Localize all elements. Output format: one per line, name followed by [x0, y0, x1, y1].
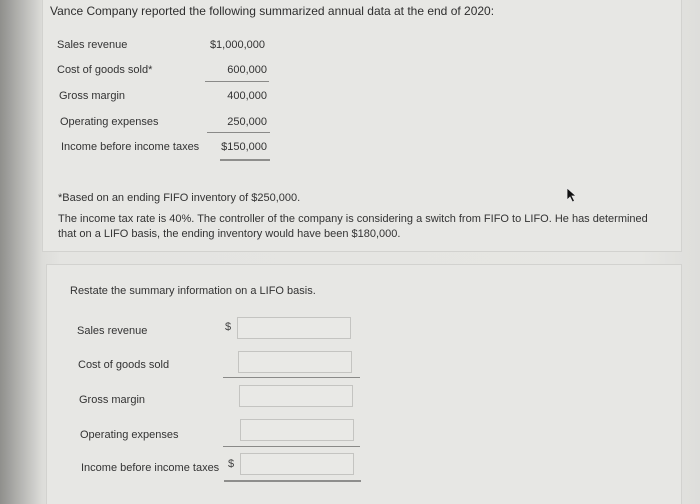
subtotal-rule — [207, 132, 270, 133]
summary-value: $150,000 — [221, 141, 267, 153]
dollar-sign: $ — [228, 458, 235, 470]
summary-value: $1,000,000 — [209, 39, 265, 51]
summary-table — [57, 0, 297, 169]
subtotal-rule — [223, 377, 360, 378]
dollar-sign: $ — [225, 321, 232, 333]
summary-label: Gross margin — [59, 90, 126, 102]
summary-label: Income before income taxes — [61, 141, 200, 153]
summary-value: 250,000 — [227, 116, 267, 128]
problem-paragraph: The income tax rate is 40%. The controller of the company is considering a switch from FIFO to LIFO. He has determined that on a LIFO basis, the ending inventory would have been $180,000. — [58, 213, 648, 240]
total-double-rule — [220, 159, 270, 161]
form-label-income-before-income-taxes: Income before income taxes — [81, 462, 220, 474]
summary-row-sales-revenue — [57, 39, 297, 55]
form-label-sales-revenue: Sales revenue — [77, 325, 148, 337]
operating-expenses-input[interactable] — [240, 419, 354, 441]
subtotal-rule — [205, 81, 269, 82]
footnote: *Based on an ending FIFO inventory of $250,000. — [58, 192, 301, 204]
summary-label: Operating expenses — [60, 116, 159, 128]
summary-row-income-before-taxes — [57, 141, 297, 157]
summary-row-operating-expenses — [57, 116, 297, 132]
mouse-pointer-icon — [566, 187, 578, 203]
total-double-rule — [224, 480, 361, 482]
summary-value: 400,000 — [227, 90, 267, 102]
form-label-cost-of-goods-sold: Cost of goods sold — [78, 359, 170, 371]
summary-row-cogs — [57, 64, 297, 80]
gross-margin-input[interactable] — [239, 385, 353, 407]
summary-row-gross-margin — [57, 90, 297, 106]
problem-panel — [42, 0, 682, 252]
sales-revenue-input[interactable] — [237, 317, 351, 339]
form-label-gross-margin: Gross margin — [79, 394, 146, 406]
cost-of-goods-sold-input[interactable] — [238, 351, 352, 373]
lifo-form-panel — [46, 264, 682, 504]
problem-intro: Vance Company reported the following summarized annual data at the end of 2020: — [50, 4, 495, 18]
summary-label: Sales revenue — [57, 39, 128, 51]
income-before-income-taxes-input[interactable] — [240, 453, 354, 475]
form-instruction: Restate the summary information on a LIFO basis. — [70, 285, 316, 297]
form-label-operating-expenses: Operating expenses — [80, 429, 179, 441]
summary-label: Cost of goods sold* — [57, 64, 153, 76]
subtotal-rule — [223, 446, 360, 447]
summary-value: 600,000 — [227, 64, 267, 76]
